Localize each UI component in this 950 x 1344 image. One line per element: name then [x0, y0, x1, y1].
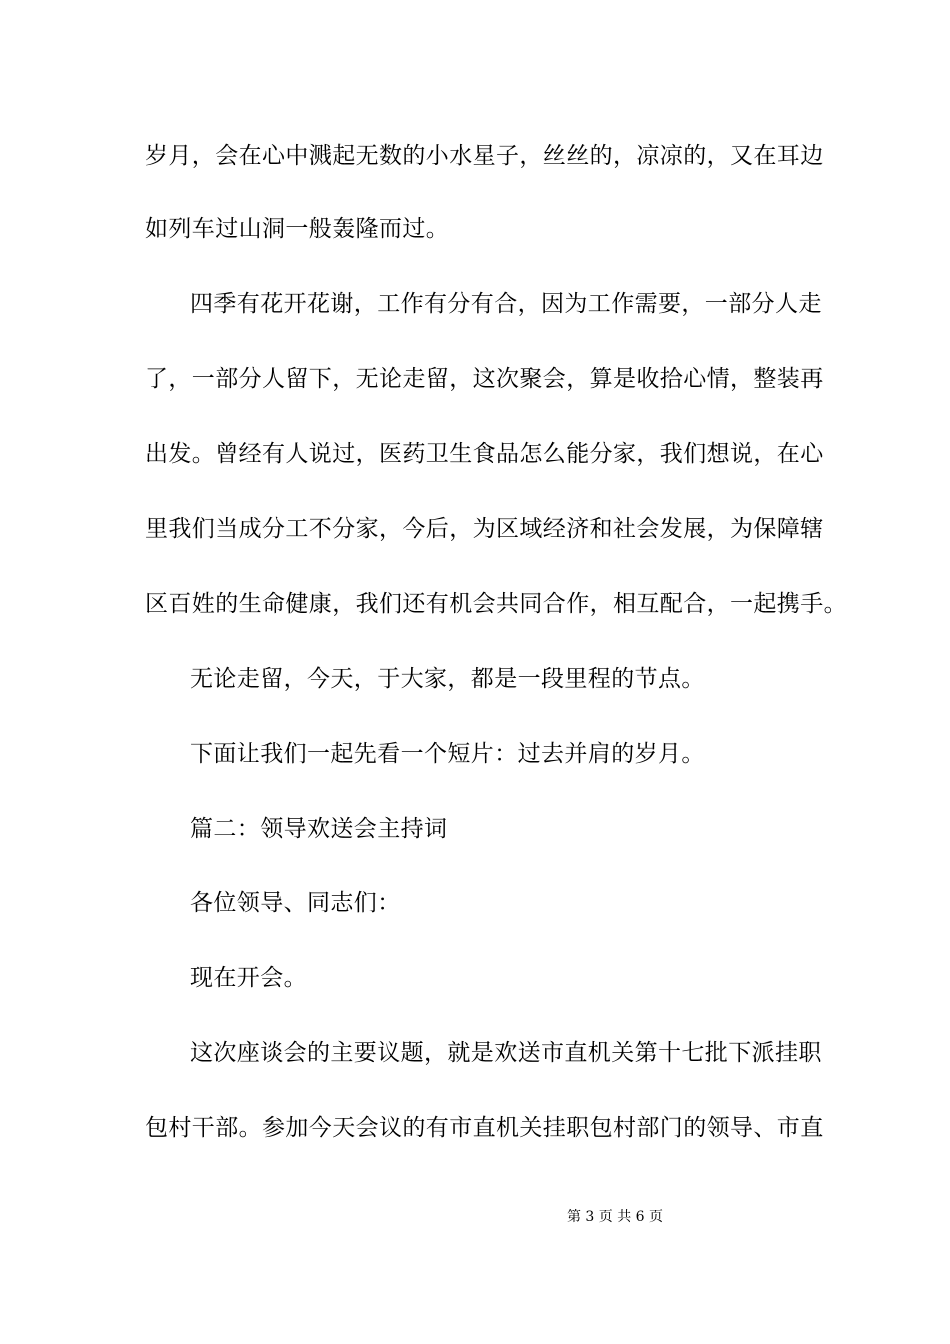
text-line: 如列车过山洞一般轰隆而过。 [145, 216, 450, 242]
text-line: 出发。曾经有人说过，医药卫生食品怎么能分家，我们想说，在心 [145, 441, 824, 467]
text-line: 了，一部分人留下，无论走留，这次聚会，算是收拾心情，整装再 [145, 366, 824, 392]
text-line: 各位领导、同志们： [190, 890, 401, 916]
text-line: 无论走留，今天，于大家，都是一段里程的节点。 [190, 666, 705, 692]
text-line: 这次座谈会的主要议题，就是欢送市直机关第十七批下派挂职 [190, 1040, 822, 1066]
page-number: 第 3 页 共 6 页 [566, 1209, 664, 1225]
text-line: 下面让我们一起先看一个短片：过去并肩的岁月。 [190, 741, 705, 767]
text-line: 岁月，会在心中溅起无数的小水星子，丝丝的，凉凉的，又在耳边 [145, 143, 824, 169]
section-heading: 篇二：领导欢送会主持词 [190, 816, 448, 842]
text-line: 包村干部。参加今天会议的有市直机关挂职包村部门的领导、市直 [145, 1115, 824, 1141]
page-footer [0, 1207, 950, 1227]
text-line: 四季有花开花谢，工作有分有合，因为工作需要，一部分人走 [190, 291, 822, 317]
text-line: 里我们当成分工不分家，今后，为区域经济和社会发展，为保障辖 [145, 516, 824, 542]
text-line: 区百姓的生命健康，我们还有机会共同合作，相互配合，一起携手。 [145, 591, 847, 617]
text-line: 现在开会。 [190, 965, 307, 991]
